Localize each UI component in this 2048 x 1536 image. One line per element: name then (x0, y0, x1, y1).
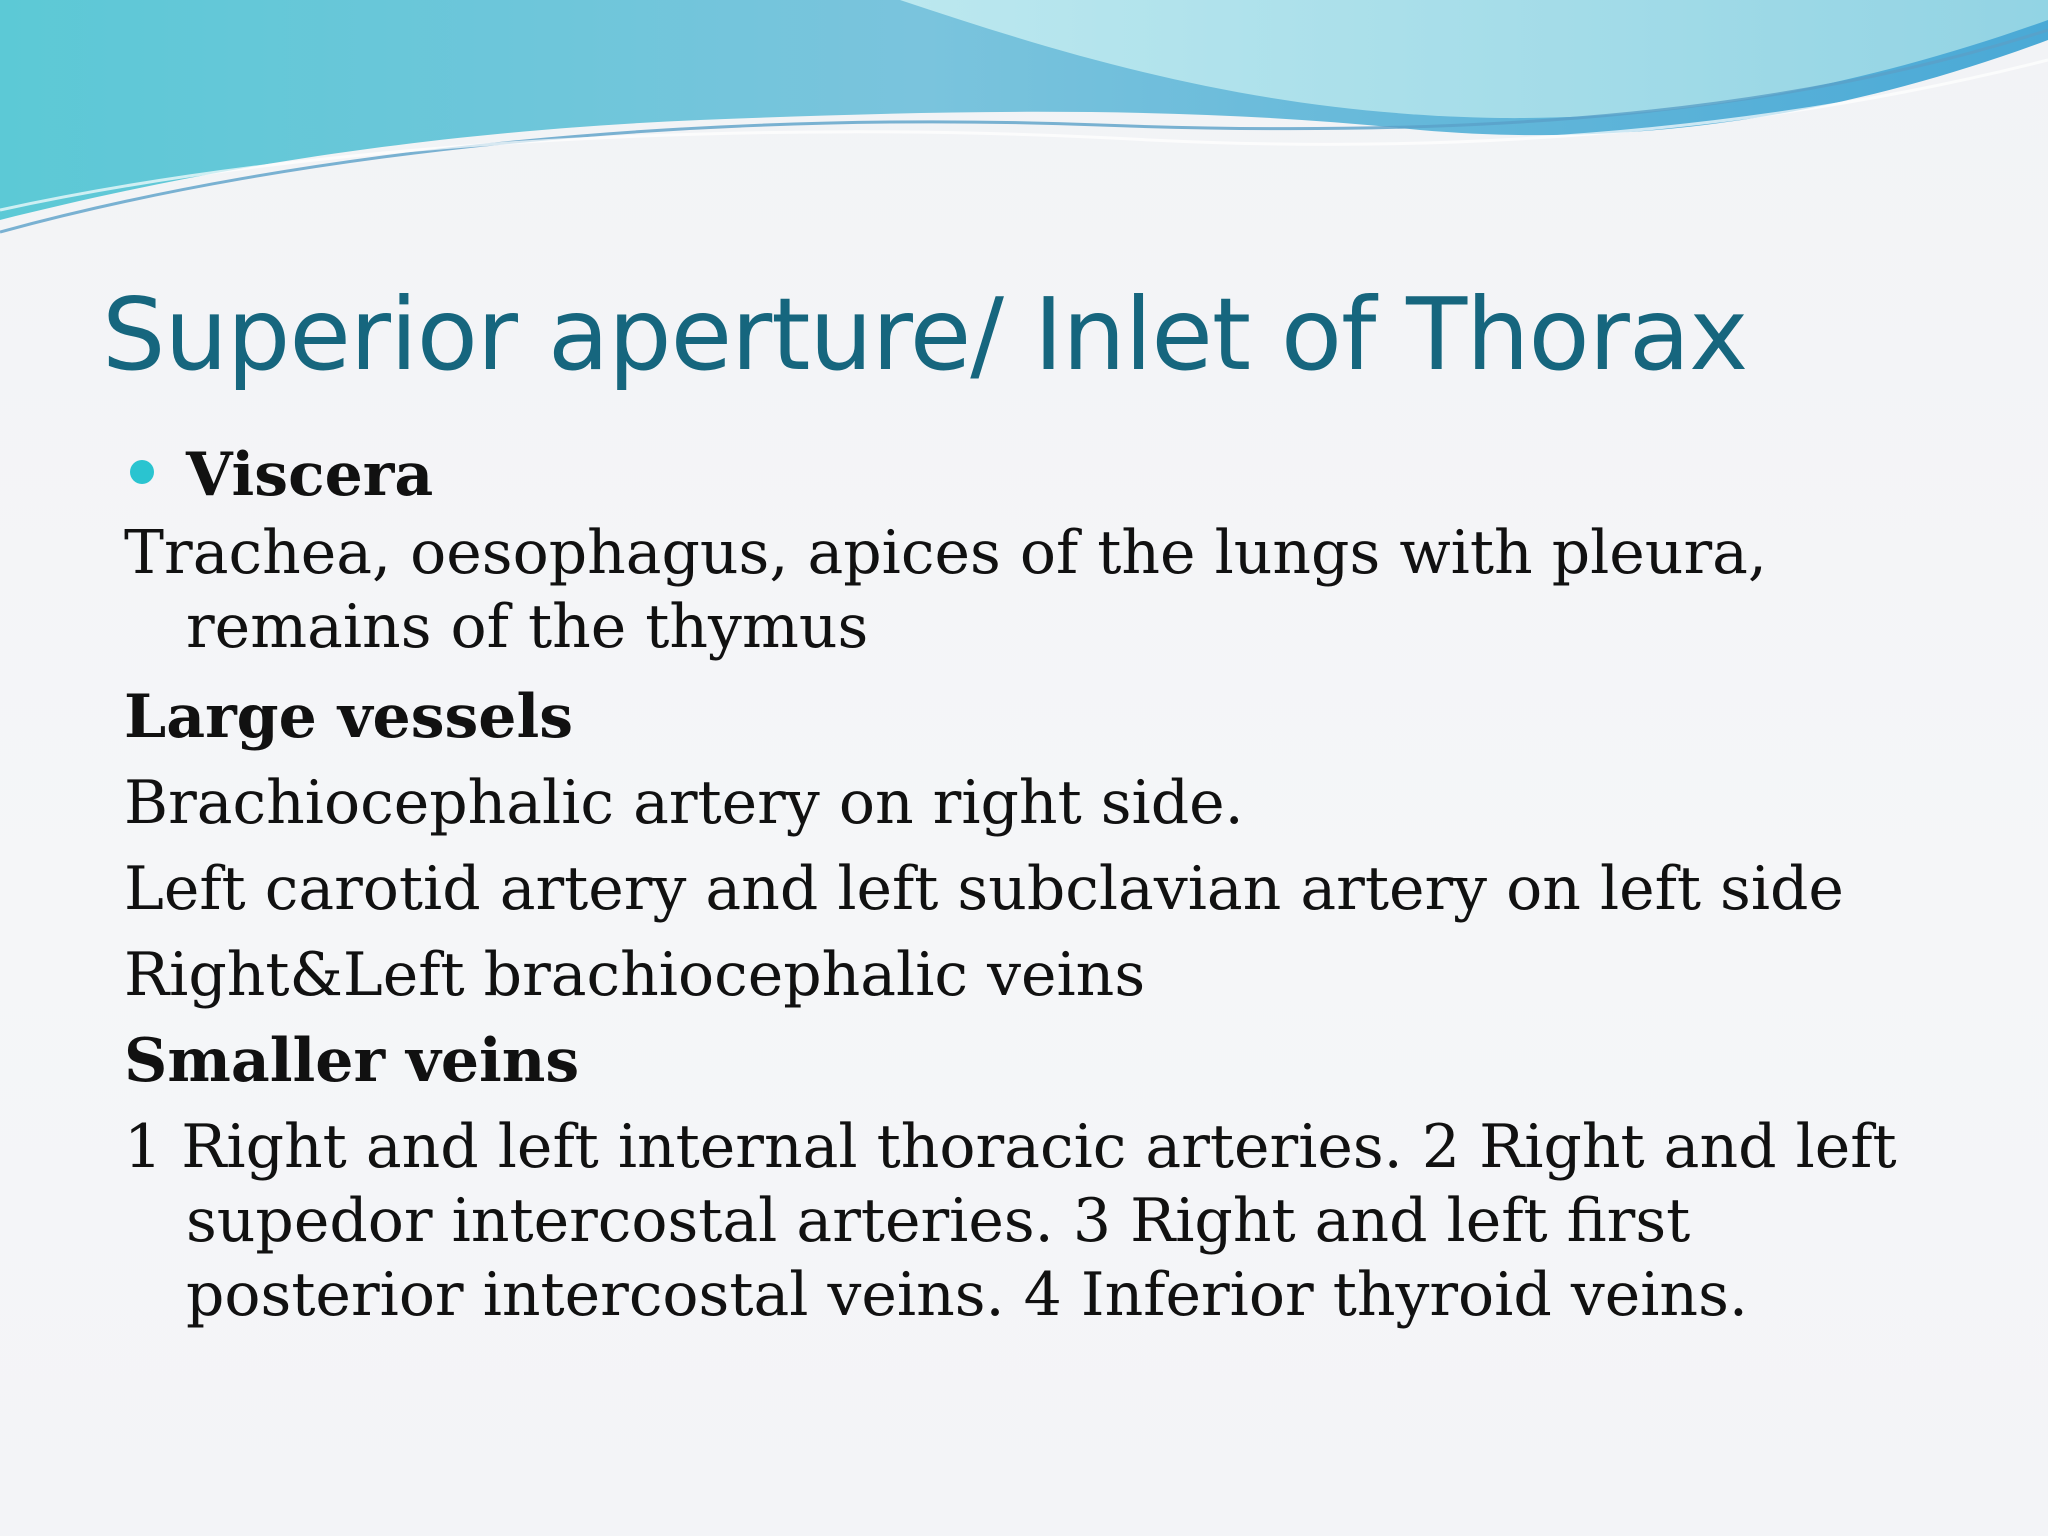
smaller-veins-heading: Smaller veins (124, 1026, 580, 1096)
brachiocephalic-artery-text: Brachiocephalic artery on right side. (124, 768, 1244, 838)
brachiocephalic-veins-text: Right&Left brachiocephalic veins (124, 940, 1146, 1010)
large-vessels-heading: Large vessels (124, 682, 574, 752)
bullet-item-viscera (124, 438, 1984, 516)
left-arteries-text: Left carotid artery and left subclavian artery on left side (124, 854, 1844, 924)
slide-title: Superior aperture/ Inlet of Thorax (102, 276, 1748, 393)
bullet-label: Viscera (186, 440, 434, 510)
viscera-text: Trachea, oesophagus, apices of the lungs with pleura, remains of the thymus (124, 518, 1767, 662)
slide-body (124, 438, 1984, 1332)
smaller-veins-text: 1 Right and left internal thoracic arteries. 2 Right and left supedor intercostal arteries. 3 Right and left first posterior intercostal veins. 4 Inferior thyroid veins. (124, 1112, 1897, 1330)
header-wave-decoration (0, 0, 2048, 240)
bullet-dot-icon (130, 460, 154, 484)
